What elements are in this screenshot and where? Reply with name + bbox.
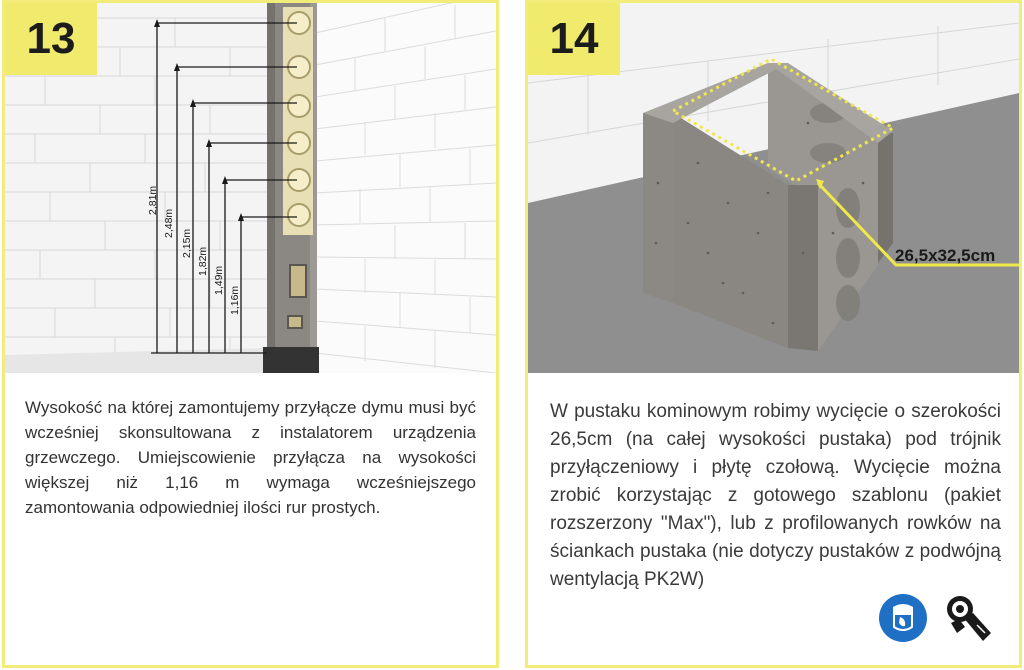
height-label-149: 1,49m <box>213 265 225 295</box>
height-label-248: 2,48m <box>163 208 175 238</box>
height-label-182: 1,82m <box>197 246 209 276</box>
step-number-badge: 13 <box>5 3 97 75</box>
height-label-116: 1,16m <box>229 285 241 315</box>
height-label-215: 2,15m <box>181 228 193 258</box>
step-14-description: W pustaku kominowym robimy wycięcie o szerokości 26,5cm (na całej wysokości pustaka) pod trójnik przyłączeniowy i płytę czołową. Wycięcie można zrobić korzystając z gotowego szablonu (pakiet rozszerzony "Max"), lub z profilowanych rowków na ściankach pustaka (nie dotyczy pustaków z podwójną wentylacją PK2W) <box>550 401 1001 590</box>
face-shield-icon <box>878 593 928 643</box>
height-label-281: 2,81m <box>147 185 159 215</box>
angle-grinder-icon <box>943 593 993 643</box>
panel-14 <box>525 0 1022 668</box>
cutout-dimension-label: 26,5x32,5cm <box>895 246 996 265</box>
panel-13 <box>2 0 499 668</box>
step-13-description: Wysokość na której zamontujemy przyłącze dymu musi być wcześniej skonsultowana z instalatorem urządzenia grzewczego. Umiejscowienie przyłącza na wysokości większej niż 1,16 m wymaga wcześniejszego zamontowania odpowiedniej ilości rur prostych. <box>25 398 476 517</box>
step-number-badge: 14 <box>528 3 620 75</box>
